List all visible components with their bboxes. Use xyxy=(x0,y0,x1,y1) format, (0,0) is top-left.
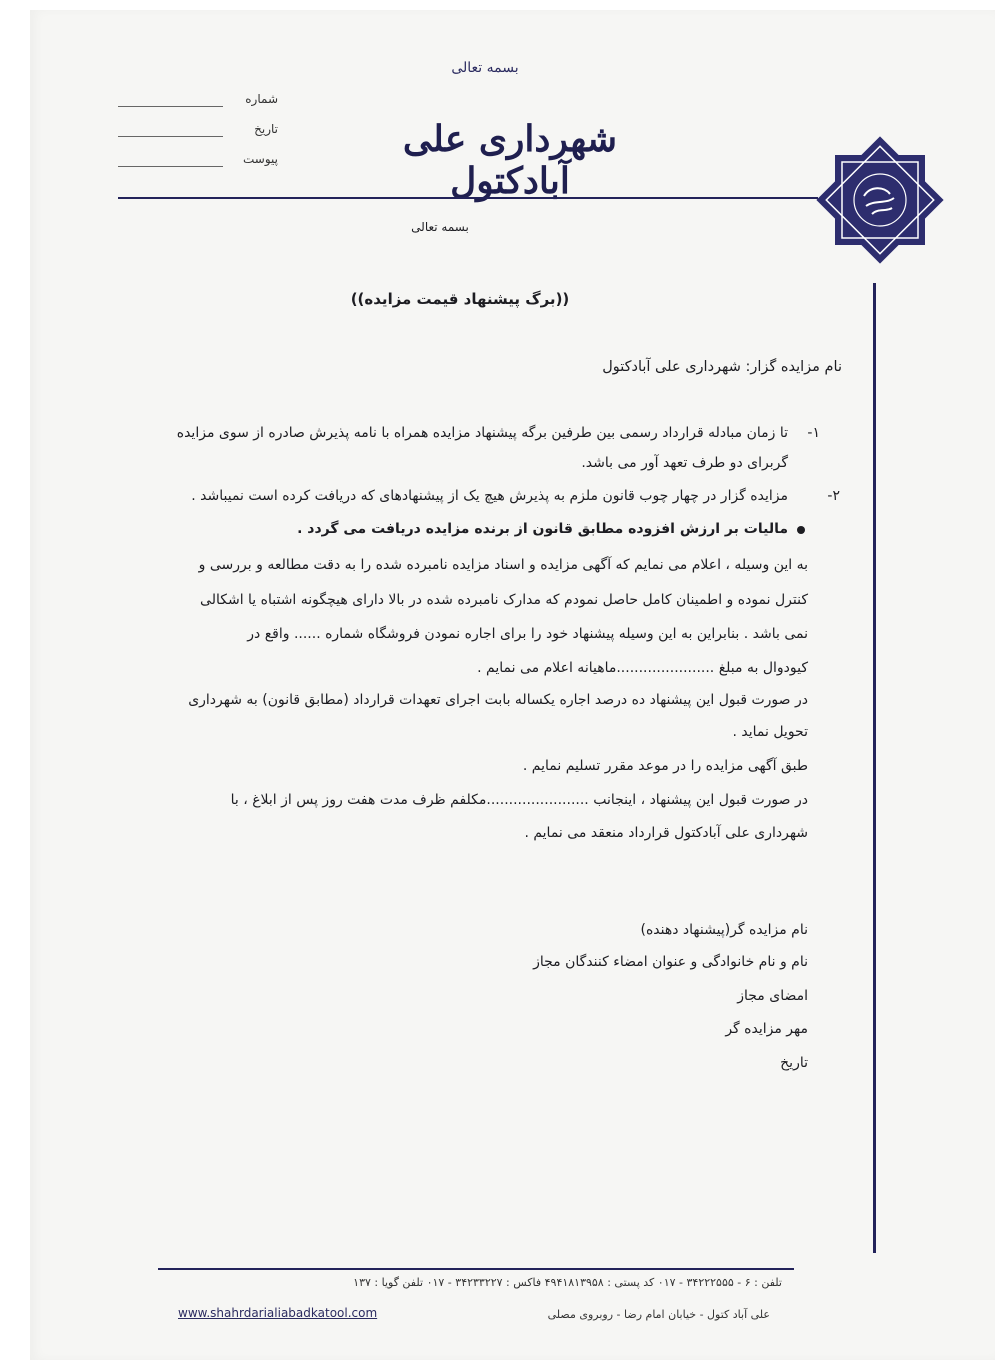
para3: طبق آگهی مزایده را در موعد مقرر تسلیم نمایم . xyxy=(522,758,808,774)
doc-subtitle: بسمه تعالی xyxy=(411,220,469,234)
item1-number: ۱- xyxy=(807,425,820,441)
para2-line1: در صورت قبول این پیشنهاد ده درصد اجاره یکساله بابت اجرای تعهدات قرارداد (مطابق قانون) به شهرداری xyxy=(188,692,808,708)
item1-line1: تا زمان مبادله قرارداد رسمی بین طرفین برگه پیشنهاد مزایده همراه با نامه پذیرش صادره از سوی مزایده xyxy=(176,425,788,441)
para1-line1: به این وسیله ، اعلام می نمایم که آگهی مزایده و اسناد مزایده نامبرده شده را به دقت مطالعه و بررسی و xyxy=(198,557,808,573)
meta-attachment-line xyxy=(118,166,223,167)
signature-seal: مهر مزایده گر xyxy=(725,1021,808,1037)
para1-line2: کنترل نموده و اطمینان کامل حاصل نمودم که مدارک نامبرده شده در بالا دارای هیچگونه اشتباه یا اشکالی xyxy=(200,592,808,608)
para1-line3: نمی باشد . بنابراین به این وسیله پیشنهاد خود را برای اجاره نمودن فروشگاه شماره ...... واقع در xyxy=(247,626,808,642)
signature-bidder: نام مزایده گر(پیشنهاد دهنده) xyxy=(640,922,808,938)
para4-line2: شهرداری علی آبادکتول قرارداد منعقد می نمایم . xyxy=(524,825,808,841)
meta-attachment-label: پیوست xyxy=(243,152,278,166)
meta-date-label: تاریخ xyxy=(254,122,278,136)
meta-number-line xyxy=(118,106,223,107)
organization-name: شهرداری علی آبادکتول xyxy=(402,118,618,202)
bullet-icon xyxy=(797,526,805,534)
footer-contact: تلفن : ۶ - ۳۴۲۲۲۵۵۵ - ۰۱۷ کد پستی : ۴۹۴۱۸۱۳۹۵۸ فاکس : ۳۴۲۳۳۲۲۷ - ۰۱۷ تلفن گویا : ۱۳۷ xyxy=(353,1276,782,1289)
footer-divider xyxy=(158,1268,794,1270)
doc-title: ((برگ پیشنهاد قیمت مزایده)) xyxy=(350,290,570,308)
item2-line1: مزایده گزار در چهار چوب قانون ملزم به پذیرش هیچ یک از پیشنهادهای که دریافت کرده است نمیباشد . xyxy=(191,488,788,504)
signature-names: نام و نام خانوادگی و عنوان امضاء کنندگان مجاز xyxy=(533,954,808,970)
item2-number: ۲- xyxy=(827,488,840,504)
item1-line2: گربرای دو طرف تعهد آور می باشد. xyxy=(581,455,788,471)
para1-line4: کیودوال به مبلغ ......................ماهیانه اعلام می نمایم . xyxy=(477,660,808,676)
header-divider xyxy=(118,197,818,199)
para2-line2: تحویل نماید . xyxy=(732,724,808,740)
letterhead-bism: بسمه تعالی xyxy=(451,60,519,76)
vat-line: مالیات بر ارزش افزوده مطابق قانون از برنده مزایده دریافت می گردد . xyxy=(297,521,788,537)
side-divider xyxy=(873,283,876,1253)
municipality-emblem-icon xyxy=(815,135,945,265)
signature-date: تاریخ xyxy=(780,1055,808,1071)
meta-date-line xyxy=(118,136,223,137)
para4-line1: در صورت قبول این پیشنهاد ، اینجانب .......................مکلفم ظرف مدت هفت روز پس از ابلاغ ، با xyxy=(230,792,808,808)
signature-sign: امضای مجاز xyxy=(737,988,808,1004)
organizer-line: نام مزایده گزار: شهرداری علی آبادکتول xyxy=(602,359,842,375)
footer-address: علی آباد کتول - خیابان امام رضا - روبروی مصلی xyxy=(547,1308,770,1321)
meta-number-label: شماره xyxy=(245,92,278,106)
footer-website-link[interactable]: www.shahrdarialiabadkatool.com xyxy=(178,1306,378,1320)
